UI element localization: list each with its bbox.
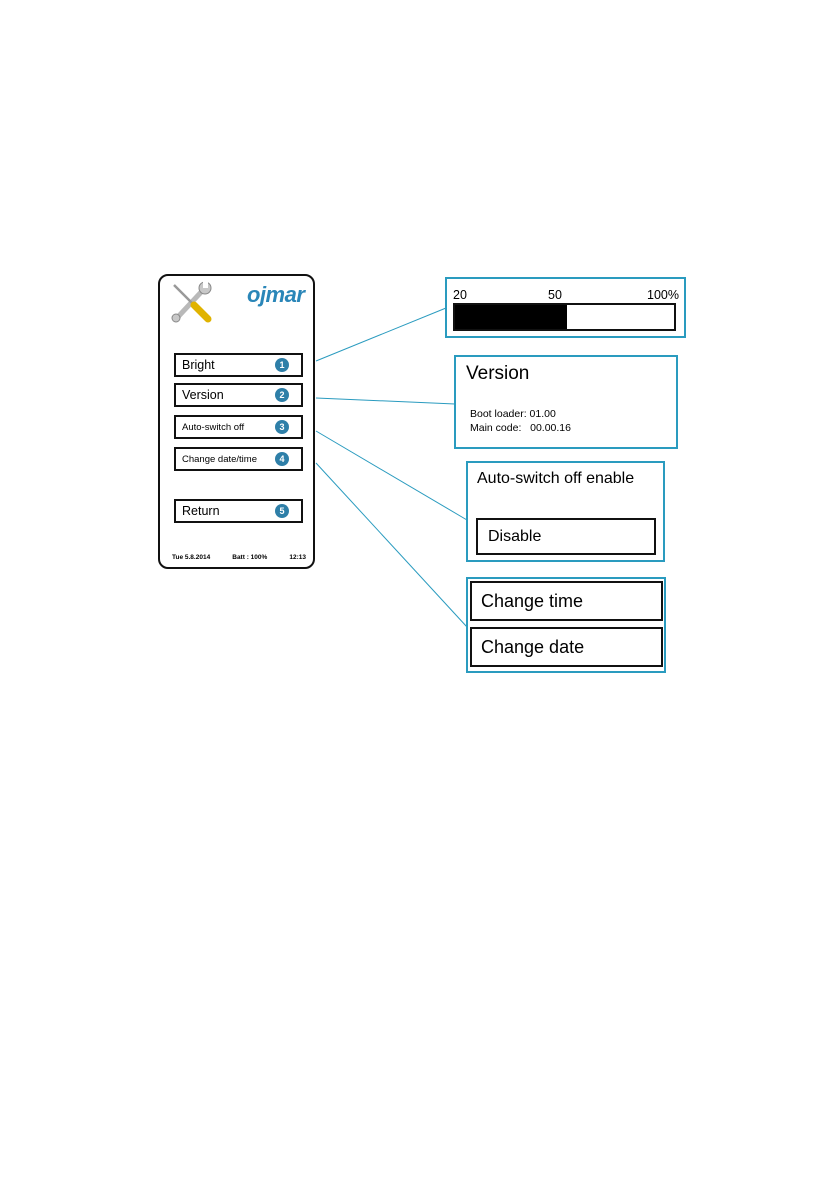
number-badge: 4 <box>275 452 289 466</box>
number-badge: 2 <box>275 388 289 402</box>
menu-label: Return <box>182 504 220 518</box>
number-badge: 3 <box>275 420 289 434</box>
menu-label: Version <box>182 388 224 402</box>
menu-label: Bright <box>182 358 215 372</box>
menu-button-bright[interactable] <box>174 353 303 377</box>
menu-label: Auto-switch off <box>182 421 245 433</box>
menu-label: Change date/time <box>182 453 257 465</box>
status-battery: Batt : 100% <box>232 554 268 561</box>
scale-max-label: 100% <box>647 288 679 302</box>
menu-button-return[interactable] <box>174 499 303 523</box>
number-badge: 1 <box>275 358 289 372</box>
menu-button-change-date-time[interactable] <box>174 447 303 471</box>
brightness-level-fill <box>455 305 567 329</box>
change-date-button[interactable]: Change date <box>470 627 663 667</box>
change-time-button[interactable]: Change time <box>470 581 663 621</box>
boot-loader-text: Boot loader: 01.00 <box>470 408 556 420</box>
menu-button-version[interactable] <box>174 383 303 407</box>
connector-bright <box>316 308 446 361</box>
scale-mid-label: 50 <box>548 288 562 302</box>
scale-min-label: 20 <box>453 288 467 302</box>
brightness-slider[interactable] <box>453 303 676 331</box>
status-time: 12:13 <box>289 554 306 561</box>
menu-button-auto-switch-off[interactable] <box>174 415 303 439</box>
connector-auto-switch <box>316 431 467 520</box>
main-code-text: Main code: 00.00.16 <box>470 422 571 434</box>
status-date: Tue 5.8.2014 <box>172 554 211 561</box>
disable-button[interactable]: Disable <box>476 518 656 555</box>
status-bar <box>172 554 306 561</box>
version-title: Version <box>466 363 530 384</box>
connector-version <box>316 398 455 404</box>
connector-change <box>316 463 467 627</box>
tools-icon <box>170 281 214 323</box>
auto-switch-title: Auto-switch off enable <box>477 470 635 487</box>
ojmar-logo: ojmar <box>247 282 305 307</box>
number-badge: 5 <box>275 504 289 518</box>
